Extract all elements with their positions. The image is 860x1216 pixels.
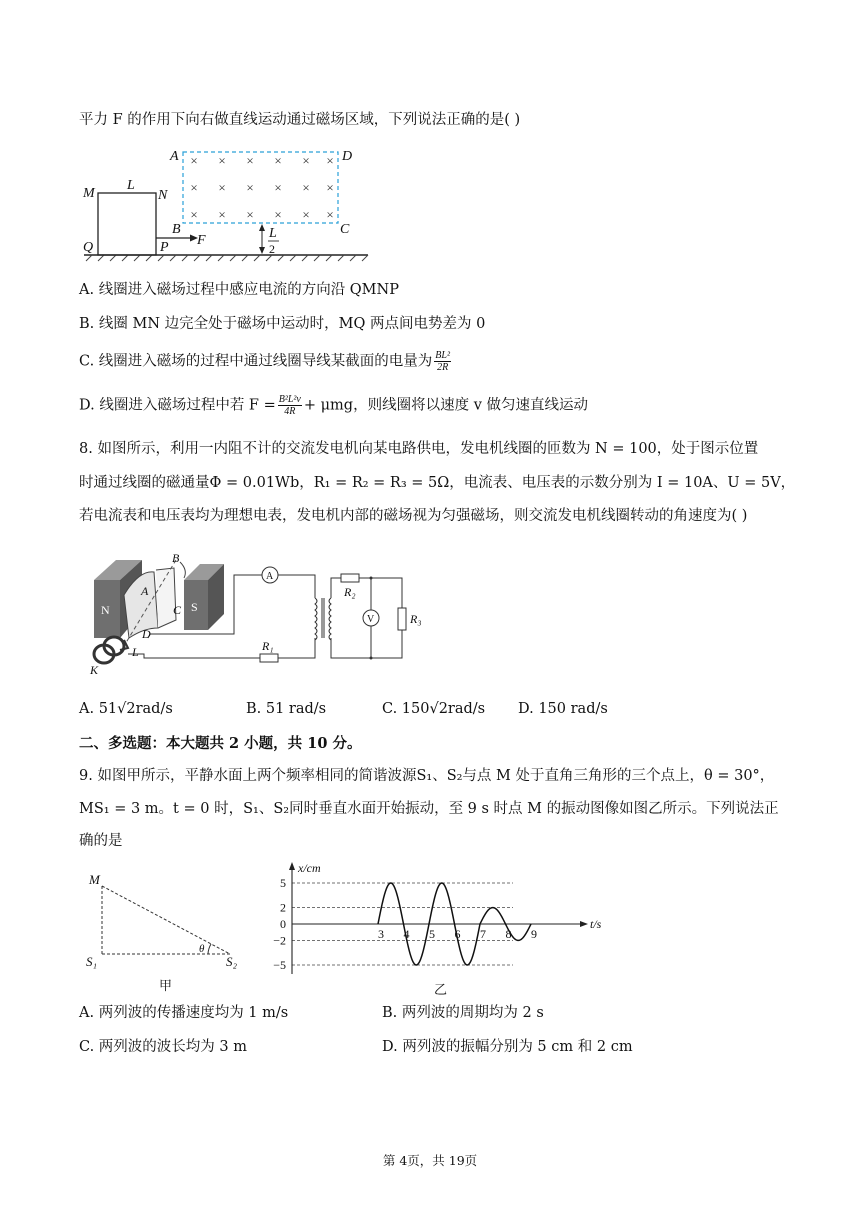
angle-theta: θ [199,943,205,955]
label-C: C [340,222,350,237]
svg-text:×: × [246,207,254,222]
q7-option-c-fraction: $\frac{\text{BL²}}{2R}$ [435,350,450,373]
q8-stem-line2: 时通过线圈的磁通量Φ = 0.01Wb，R₁ = R₂ = R₃ = 5Ω，电流表、电压表的示数分别为 I = 10A、U = 5V， [79,475,796,491]
svg-text:×: × [274,207,282,222]
q8-stem-line1: 8. 如图所示，利用一内阻不计的交流发电机向某电路供电，发电机线圈的匝数为 N = 100，处于图示位置 [79,441,759,457]
label-N: N [158,188,168,203]
label-B: B [172,222,181,237]
coil-label-B: B [172,551,180,565]
y-tick-label: 5 [280,876,286,890]
label-M: M [83,186,95,201]
coil-label-D: D [142,627,151,641]
x-tick-label: 3 [378,927,384,941]
q8-option-b: B. 51 rad/s [246,701,327,717]
voltmeter-label: V [367,614,375,625]
x-tick-label: 8 [505,927,512,941]
y-tick-label: 2 [280,900,286,915]
page-footer: 第 4页，共 19页 [382,1153,478,1168]
q8-option-c: C. 150√2rad/s [382,701,486,717]
coil [98,193,156,255]
svg-text:×: × [218,207,226,222]
q9-vibration-chart-yi [268,856,613,1001]
x-tick-label: 5 [429,927,435,941]
x-tick-label: 7 [480,927,486,941]
label-F: F [197,233,206,248]
x-tick-label: 4 [403,927,410,941]
q9-option-a: A. 两列波的传播速度均为 1 m/s [79,1005,289,1021]
q9-option-c: C. 两列波的波长均为 3 m [79,1039,247,1055]
chart-x-label: t/s [590,917,602,931]
svg-text:×: × [218,180,226,195]
svg-text:×: × [274,153,282,168]
svg-text:×: × [190,207,198,222]
magnetic-field-region [183,152,338,223]
q9-option-b: B. 两列波的周期均为 2 s [382,1005,544,1021]
q8-option-d: D. 150 rad/s [518,701,608,717]
label-D: D [342,149,353,164]
ammeter-label: A [266,571,274,582]
y-tick-label: 0 [280,917,286,931]
svg-text:×: × [190,153,198,168]
y-axis-arrow [289,862,295,870]
source-S1: S₁ [86,954,98,969]
x-tick-label: 9 [531,927,537,941]
source-S2: S₂ [226,954,238,969]
figure-jia-caption: 甲 [159,978,173,993]
section-heading-multiple-choice: 二、多选题：本大题共 2 小题，共 10 分。 [79,735,362,752]
q8-option-a: A. 51√2rad/s [79,701,173,717]
chart-y-label: x/cm [298,861,321,875]
q7-stem: 平力 F 的作用下向右做直线运动通过磁场区域，下列说法正确的是( ) [79,112,521,128]
svg-text:×: × [326,207,334,222]
svg-text:×: × [302,153,310,168]
q7-option-d-fraction: $\frac{\text{B²L²v}}{4R}$ [278,394,301,417]
y-tick-label: −2 [273,933,286,948]
gap-numerator: L [269,226,277,241]
q9-option-d: D. 两列波的振幅分别为 5 cm 和 2 cm [382,1039,633,1055]
svg-text:×: × [302,207,310,222]
brush-label-K: K [90,663,99,677]
q8-generator-circuit-figure [84,550,444,678]
y-tick-label: −5 [273,958,286,972]
svg-text:×: × [246,180,254,195]
coil-label-C: C [173,603,182,617]
label-S-pole: S [191,600,198,614]
x-tick-label: 6 [454,927,461,941]
label-N-pole: N [101,603,110,617]
q9-stem-line2: MS₁ = 3 m。t = 0 时，S₁、S₂同时垂直水面开始振动，至 9 s 时点 M 的振动图像如图乙所示。下列说法正 [79,801,779,817]
q7-figure [76,143,376,268]
resistor-R3-label: R₃ [410,612,422,626]
q9-triangle-figure-jia [80,868,250,998]
point-M: M [89,872,100,887]
svg-text:×: × [218,153,226,168]
svg-text:×: × [326,153,334,168]
label-Q: Q [83,240,94,255]
label-P: P [160,240,169,255]
svg-text:×: × [326,180,334,195]
q7-option-d: D. 线圈进入磁场过程中若 F = $\frac{\text{B²L²v}}{4R}$ + μmg，则线圈将以速度 v 做匀速直线运动 [79,394,588,417]
gap-denominator: 2 [269,242,275,256]
svg-text:×: × [190,180,198,195]
label-L: L [127,178,135,193]
x-axis-arrow [580,921,588,927]
resistor-R2-label: R₂ [344,585,356,599]
q8-stem-line3: 若电流表和电压表均为理想电表，发电机内部的磁场视为匀强磁场，则交流发电机线圈转动的角速度为( ) [79,508,748,524]
label-A: A [170,149,179,164]
q7-option-b: B. 线圈 MN 边完全处于磁场中运动时，MQ 两点间电势差为 0 [79,316,486,332]
svg-text:×: × [302,180,310,195]
svg-text:×: × [274,180,282,195]
q7-option-c: C. 线圈进入磁场的过程中通过线圈导线某截面的电量为 $\frac{\text{BL²}}{2R}$ [79,350,450,373]
brush-label-L: L [132,645,139,659]
svg-text:×: × [246,153,254,168]
q9-stem-line3: 确的是 [79,833,123,849]
q7-option-a: A. 线圈进入磁场过程中感应电流的方向沿 QMNP [79,282,399,298]
resistor-R1-label: R₁ [262,639,274,653]
q9-stem-line1: 9. 如图甲所示，平静水面上两个频率相同的简谐波源S₁、S₂与点 M 处于直角三角形的三个点上，θ = 30°， [79,768,775,784]
figure-yi-caption: 乙 [434,982,448,997]
coil-label-A: A [141,584,149,598]
